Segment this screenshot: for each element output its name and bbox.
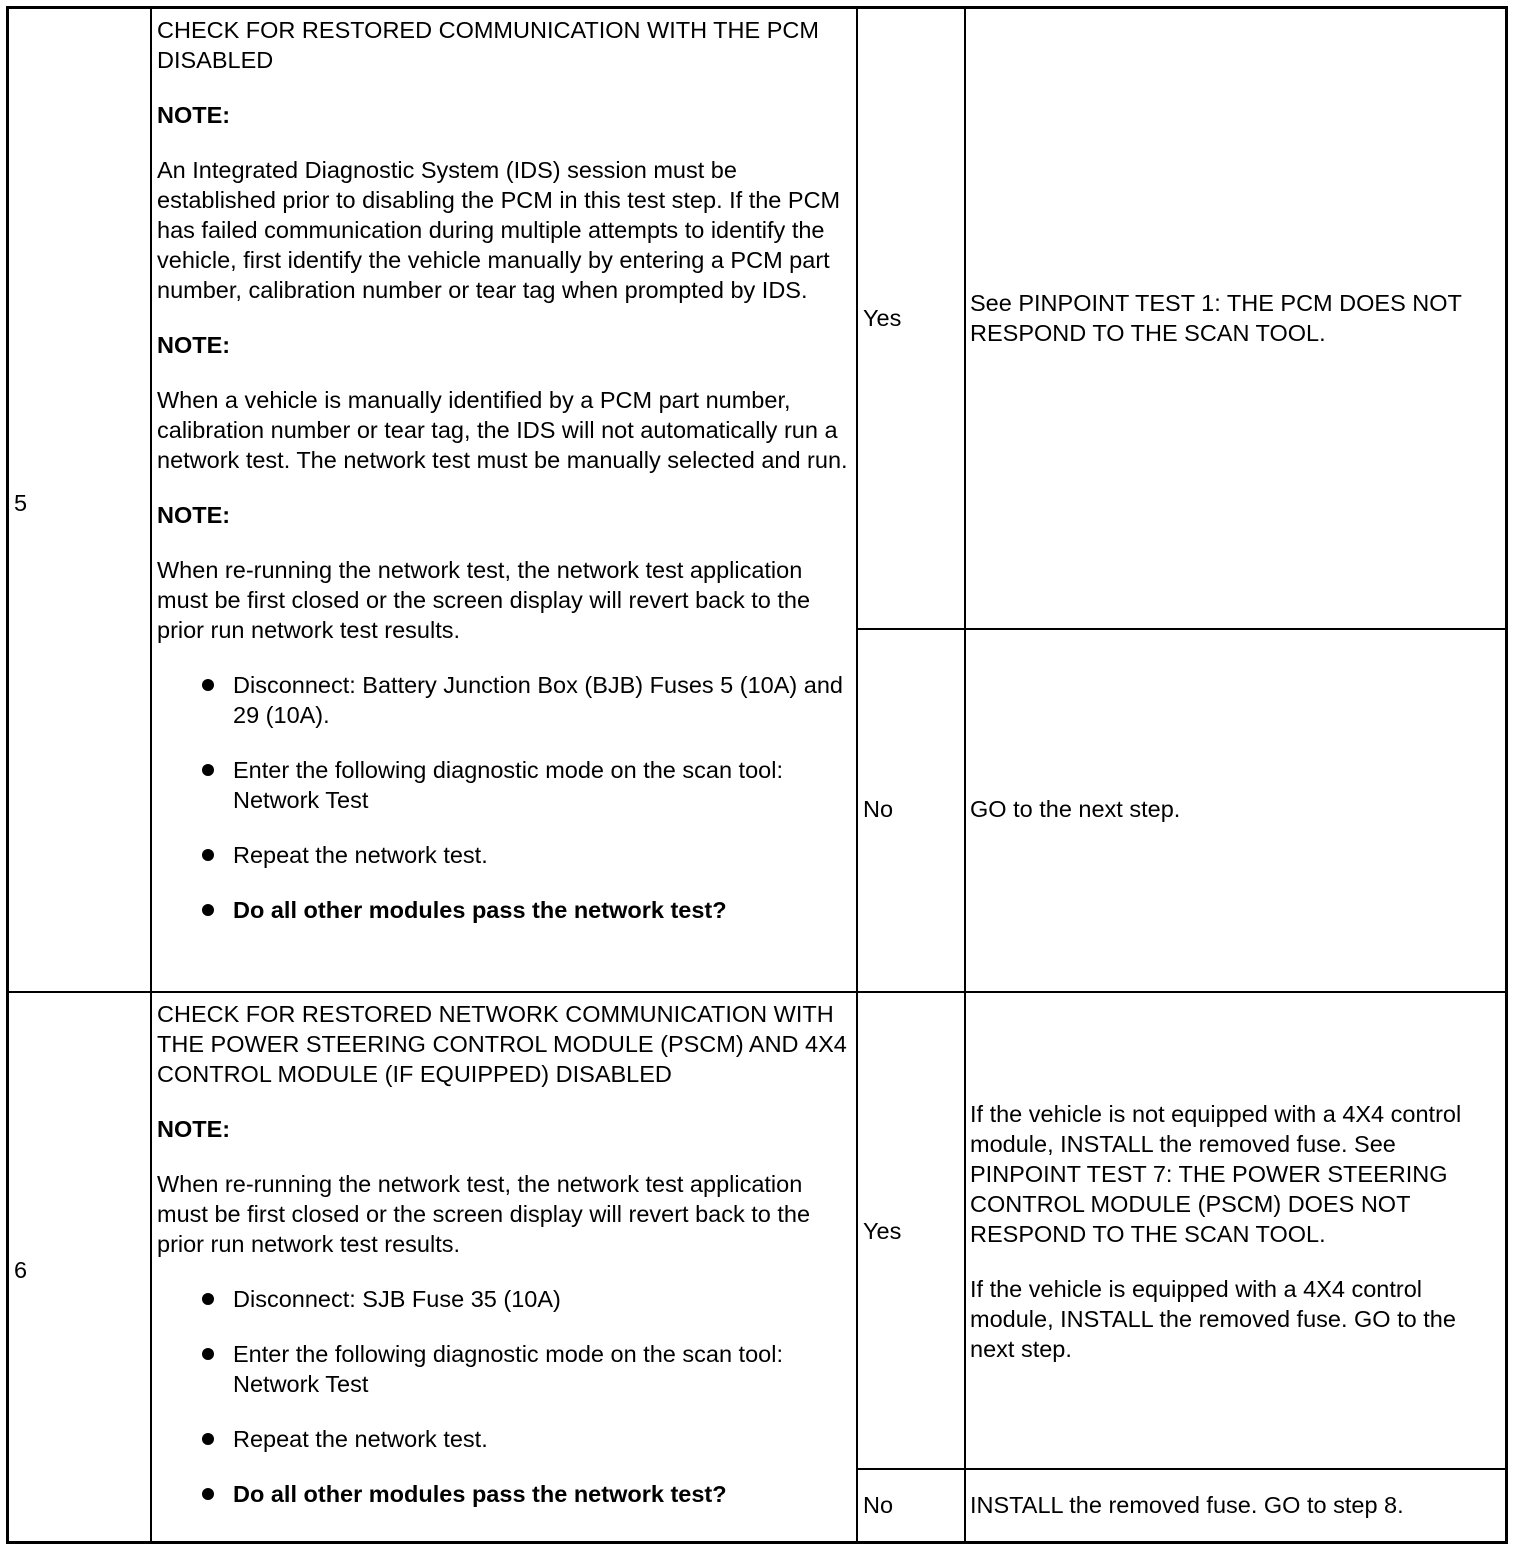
step-heading: CHECK FOR RESTORED NETWORK COMMUNICATION WITH THE POWER STEERING CONTROL MODULE (PSCM) AND 4X4 CONTROL MODULE (IF EQUIPPED) DISABLED bbox=[157, 1001, 847, 1087]
list-item: Disconnect: Battery Junction Box (BJB) Fuses 5 (10A) and 29 (10A). bbox=[202, 670, 852, 730]
note-text: When a vehicle is manually identified by a PCM part number, calibration number or tear tag, the IDS will not automatically run a network test. The network test must be manually selected and run. bbox=[157, 387, 848, 473]
table-row-step-5 bbox=[9, 9, 1505, 993]
no-label: No bbox=[863, 796, 894, 822]
yes-result-cell bbox=[858, 993, 1505, 1470]
diagnostic-table bbox=[6, 6, 1508, 1544]
yes-label: Yes bbox=[863, 305, 902, 331]
no-action: INSTALL the removed fuse. GO to step 8. bbox=[970, 1492, 1404, 1518]
no-action: GO to the next step. bbox=[970, 796, 1181, 822]
no-result-cell bbox=[858, 630, 1505, 991]
step-number-cell bbox=[9, 993, 152, 1541]
yes-action: If the vehicle is not equipped with a 4X4 control module, INSTALL the removed fuse. See PINPOINT TEST 7: THE POWER STEERING CONTROL MODULE (PSCM) DOES NOT RESPOND TO THE SCAN TOOL. If the vehicle is equipped with a 4X4 control module, INSTALL the removed fuse. GO to the next step. bbox=[970, 1101, 1462, 1362]
table-row-step-6 bbox=[9, 993, 1505, 1541]
list-item: Enter the following diagnostic mode on the scan tool: Network Test bbox=[202, 1339, 852, 1399]
bullet-icon bbox=[202, 1348, 214, 1360]
note-label: NOTE: bbox=[157, 332, 231, 358]
yes-label: Yes bbox=[863, 1218, 902, 1244]
note-label: NOTE: bbox=[157, 502, 231, 528]
bullet-icon bbox=[202, 764, 214, 776]
note-label: NOTE: bbox=[157, 102, 231, 128]
note-label: NOTE: bbox=[157, 1116, 231, 1142]
bullet-icon bbox=[202, 849, 214, 861]
bullet-icon bbox=[202, 904, 214, 916]
note-text: When re-running the network test, the network test application must be first closed or the screen display will revert back to the prior run network test results. bbox=[157, 557, 811, 643]
instruction-list bbox=[157, 670, 852, 925]
yes-action: See PINPOINT TEST 1: THE PCM DOES NOT RESPOND TO THE SCAN TOOL. bbox=[970, 290, 1462, 346]
yes-result-cell bbox=[858, 9, 1505, 630]
bullet-icon bbox=[202, 1433, 214, 1445]
list-item: Enter the following diagnostic mode on the scan tool: Network Test bbox=[202, 755, 852, 815]
bullet-icon bbox=[202, 1488, 214, 1500]
no-result-cell bbox=[858, 1470, 1505, 1541]
question-item: Do all other modules pass the network test? bbox=[202, 1479, 852, 1509]
test-action-cell bbox=[152, 9, 858, 991]
step-number: 6 bbox=[14, 1257, 28, 1283]
instruction-list bbox=[157, 1284, 852, 1509]
note-text: An Integrated Diagnostic System (IDS) session must be established prior to disabling the PCM in this test step. If the PCM has failed communication during multiple attempts to identify the vehicle, first identify the vehicle manually by entering a PCM part number, calibration number or tear tag when prompted by IDS. bbox=[157, 157, 841, 303]
bullet-icon bbox=[202, 679, 214, 691]
list-item: Disconnect: SJB Fuse 35 (10A) bbox=[202, 1284, 852, 1314]
no-label: No bbox=[863, 1492, 894, 1518]
note-text: When re-running the network test, the network test application must be first closed or the screen display will revert back to the prior run network test results. bbox=[157, 1171, 811, 1257]
list-item: Repeat the network test. bbox=[202, 1424, 852, 1454]
question-item: Do all other modules pass the network test? bbox=[202, 895, 852, 925]
step-heading: CHECK FOR RESTORED COMMUNICATION WITH THE PCM DISABLED bbox=[157, 17, 819, 73]
test-action-cell bbox=[152, 993, 858, 1541]
bullet-icon bbox=[202, 1293, 214, 1305]
step-number-cell bbox=[9, 9, 152, 991]
list-item: Repeat the network test. bbox=[202, 840, 852, 870]
step-number: 5 bbox=[14, 490, 28, 516]
